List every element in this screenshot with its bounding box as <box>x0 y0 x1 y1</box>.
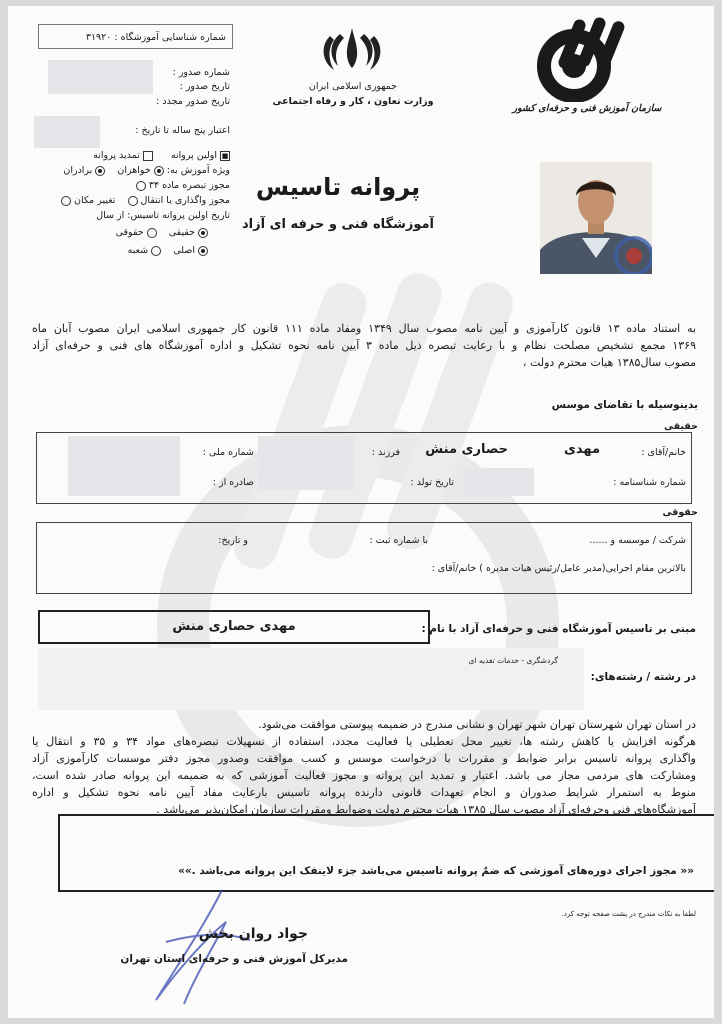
preamble-line: مصوب سال۱۳۸۵ هیات محترم دولت ، <box>522 356 696 369</box>
approval-line: ومشارکت های مردمی مجاز می باشد. اعتبار و تمدید این پروانه و مجوز فعالیت آموزشی که به ضمیمه این پروانه صادر شده است، <box>32 769 696 782</box>
redacted-father-name <box>258 436 354 490</box>
ministry-line1: جمهوری اسلامی ایران <box>308 81 398 92</box>
national-id-label: شماره ملی : <box>202 447 254 458</box>
issue-number-label: شماره صدور : <box>172 67 230 78</box>
approval-line: آموزشگاه‌های فنی وحرفه‌ای آزاد مصوب سال ۱۳۸۵ هیات محترم دولت وضوابط ومقررات سازمان امکان‌پذیر می‌باشد . <box>156 803 696 816</box>
iran-emblem-icon <box>320 26 384 72</box>
footnote: لطفا به نکات مندرج در پشت صفحه توجه کرد. <box>561 910 696 918</box>
id-number-label: شماره شناسنامه : <box>613 477 686 488</box>
branch-radio[interactable] <box>151 246 161 256</box>
founder-last-name: حصاری منش <box>425 442 508 457</box>
main-radio[interactable] <box>198 246 208 256</box>
renewal-checkbox[interactable] <box>143 151 153 161</box>
and-date-label: و تاریخ: <box>218 535 248 546</box>
founder-photo <box>540 162 652 274</box>
change-location-radio[interactable] <box>61 196 71 206</box>
issued-from-label: صادره از : <box>212 477 254 488</box>
tvto-logo-icon <box>536 16 626 102</box>
article-permit-row: مجوز تبصره ماده ۳۴ <box>38 179 230 192</box>
redacted-id-number <box>464 468 534 496</box>
redacted-national-id <box>68 436 180 496</box>
approval-line: منوط به استمرار شرایط صدوران و انجام تعهدات قانونی دارنده پروانه تاسیس بارعایت مفاد آیین نامه نحوه تشکیل و اداره <box>32 786 696 799</box>
handwritten-signature-icon <box>126 882 266 1012</box>
transfer-radio[interactable] <box>128 196 138 206</box>
mr-ms-label: خانم/آقای : <box>641 447 686 458</box>
preamble-line: ۱۳۶۹ مجمع تشخیص مصلحت نظام و با رعایت تبصره ذیل ماده ۳ آیین نامه نحوه تشکیل و اداره آموزشگاه های فنی و حرفه‌ای آزاد <box>32 339 696 352</box>
approval-line: هرگونه افزایش یا کاهش رشته ها، تغییر محل تعطیلی یا فعالیت مجدد، استفاده از تسهیلات تبصره‌های مواد ۳۴ و ۳۵ و انتقال یا <box>32 735 696 748</box>
approval-line: واگذاری پروانه تاسیس برابر ضوابط و مقررات با درخواست موسس و کسب موافقت وصدور مجوز دفتر موسسات کارآموزی آزاد <box>32 752 696 765</box>
notice-frame <box>58 814 714 892</box>
school-id-box: شماره شناسایی آموزشگاه : ۳۱۹۲۰ <box>38 24 233 49</box>
ministry-line2: وزارت تعاون ، کار و رفاه اجتماعی <box>272 96 434 107</box>
legal-entity-box <box>36 522 692 594</box>
executive-label: بالاترین مقام اجرایی(مدیر عامل/رئیس هیات مدیره ) خانم/آقای : <box>431 563 686 574</box>
signatory-name: جواد روان بخش <box>198 926 308 942</box>
reissue-date-label: تاریخ صدور مجدد : <box>156 96 230 107</box>
annex-notice: «« مجوز اجرای دوره‌های آموزشی که ضمٌ پروانه تاسیس می‌باشد جزء لاینفک این پروانه می‌باشد .»» <box>178 865 694 877</box>
school-name-box: مهدی حصاری منش <box>38 610 430 644</box>
article-permit-radio[interactable] <box>136 181 146 191</box>
license-type-row: ■اولین پروانه تمدید پروانه <box>93 150 229 161</box>
signatory-title: مدیرکل آموزش فنی و حرفه‌ای استان تهران <box>120 953 348 965</box>
first-license-date-label: تاریخ اولین پروانه تاسیس: از سال <box>96 210 230 221</box>
company-label: شرکت / موسسه و ...... <box>589 535 686 546</box>
real-section-label: حقیقی <box>663 421 698 432</box>
redacted-issue-number <box>48 60 153 94</box>
reg-number-label: با شماره ثبت : <box>369 535 428 546</box>
birth-date-label: تاریخ تولد : <box>410 477 454 488</box>
legal-preamble <box>32 320 696 371</box>
first-license-checkbox[interactable]: ■ <box>221 151 229 160</box>
child-of-label: فرزند : <box>371 447 400 458</box>
org-name-text: سازمان آموزش فنی و حرفه‌ای کشور <box>512 103 662 114</box>
brothers-radio[interactable] <box>95 166 105 176</box>
fields-value: گردشگری - خدمات تغذیه ای <box>468 656 558 665</box>
transfer-row: مجوز واگذاری یا انتقال تغییر مکان <box>38 194 230 207</box>
preamble-line: به استناد ماده ۱۳ قانون کارآموزی و آیین نامه مصوب سال ۱۳۴۹ ومفاد ماده ۱۱۱ قانون کار جمهوری اسلامی ایران مصوب آبان ماه <box>32 322 696 335</box>
license-document <box>8 6 714 1018</box>
training-for-row: ویژه آموزش به: خواهران برادران <box>63 165 230 176</box>
issue-date-label: تاریخ صدور : <box>179 81 230 92</box>
entity-type-row: حقیقی حقوقی <box>98 226 208 239</box>
validity-label: اعتبار پنج ساله تا تاریخ : <box>135 125 230 136</box>
branch-type-row: اصلی شعبه <box>98 244 208 257</box>
fields-label: در رشته / رشته‌های: <box>590 671 696 683</box>
document-subtitle: آموزشگاه فنی و حرفه ای آزاد <box>241 217 434 232</box>
approval-line: در استان تهران شهرستان تهران شهر تهران و نشانی مندرج در ضمیمه پیوستی موافقت می‌شود. <box>258 718 696 731</box>
founding-label: مبنی بر تاسیس آموزشگاه فنی و حرفه‌ای آزاد با نام : <box>421 623 696 635</box>
founder-request-text: بدینوسیله با تقاضای موسس <box>551 399 698 411</box>
sisters-radio[interactable] <box>154 166 164 176</box>
legal-section-label: حقوقی <box>662 507 698 518</box>
founder-first-name: مهدی <box>563 442 600 457</box>
redacted-validity-date <box>34 116 100 148</box>
real-radio[interactable] <box>198 228 208 238</box>
approval-text <box>32 716 696 818</box>
legal-radio[interactable] <box>147 228 157 238</box>
document-title: پروانه تاسیس <box>255 173 421 201</box>
